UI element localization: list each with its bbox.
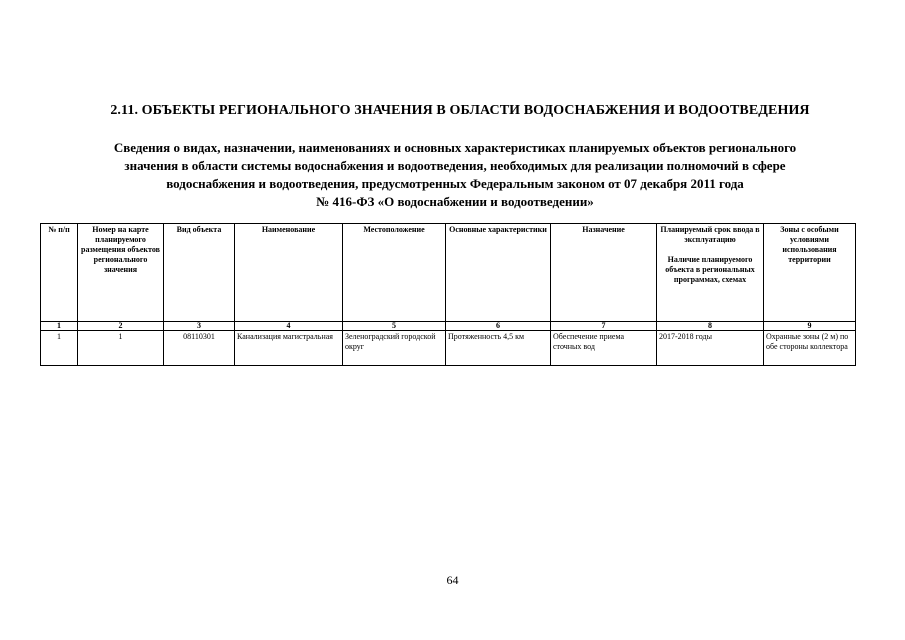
cell-zones: Охранные зоны (2 м) по обе стороны коллектора [764,331,856,366]
header-name: Наименование [235,224,343,322]
page-number: 64 [446,573,459,587]
header-term-main: Планируемый срок ввода в эксплуатацию [660,225,760,244]
cell-characteristics: Протяженность 4,5 км [446,331,551,366]
cell-name: Канализация магистральная [235,331,343,366]
column-number: 2 [78,322,164,331]
header-characteristics: Основные характеристики [446,224,551,322]
subtitle-line: значения в области системы водоснабжения и водоотведения, необходимых для реализации полномочий в сфере [124,158,786,173]
column-number: 9 [764,322,856,331]
regional-objects-table [40,223,856,366]
cell-term: 2017-2018 годы [657,331,764,366]
column-numbers-row [41,322,856,331]
cell-map-number: 1 [78,331,164,366]
subtitle-line: № 416-ФЗ «О водоснабжении и водоотведении» [316,194,594,209]
header-term [657,224,764,322]
subtitle [40,139,870,211]
cell-location: Зеленоградский городской округ [343,331,446,366]
column-number: 7 [551,322,657,331]
header-term-extra: Наличие планируемого объекта в региональных программах, схемах [665,255,755,284]
column-number: 8 [657,322,764,331]
section-title: 2.11. ОБЪЕКТЫ РЕГИОНАЛЬНОГО ЗНАЧЕНИЯ В ОБЛАСТИ ВОДОСНАБЖЕНИЯ И ВОДООТВЕДЕНИЯ [110,103,810,118]
header-zones: Зоны с особыми условиями использования территории [764,224,856,322]
column-number: 4 [235,322,343,331]
table-header-row [41,224,856,322]
table-row [41,331,856,366]
column-number: 5 [343,322,446,331]
header-map-number: Номер на карте планируемого размещения объектов регионального значения [78,224,164,322]
column-number: 6 [446,322,551,331]
header-location: Местоположение [343,224,446,322]
subtitle-line: Сведения о видах, назначении, наименованиях и основных характеристиках планируемых объектов регионального [113,140,797,155]
cell-purpose: Обеспечение приема сточных вод [551,331,657,366]
cell-num: 1 [41,331,78,366]
column-number: 1 [41,322,78,331]
header-object-type: Вид объекта [164,224,235,322]
cell-object-type: 08110301 [164,331,235,366]
header-num: № п/п [41,224,78,322]
subtitle-line: водоснабжения и водоотведения, предусмотренных Федеральным законом от 07 декабря 2011 года [166,176,744,191]
header-purpose: Назначение [551,224,657,322]
column-number: 3 [164,322,235,331]
